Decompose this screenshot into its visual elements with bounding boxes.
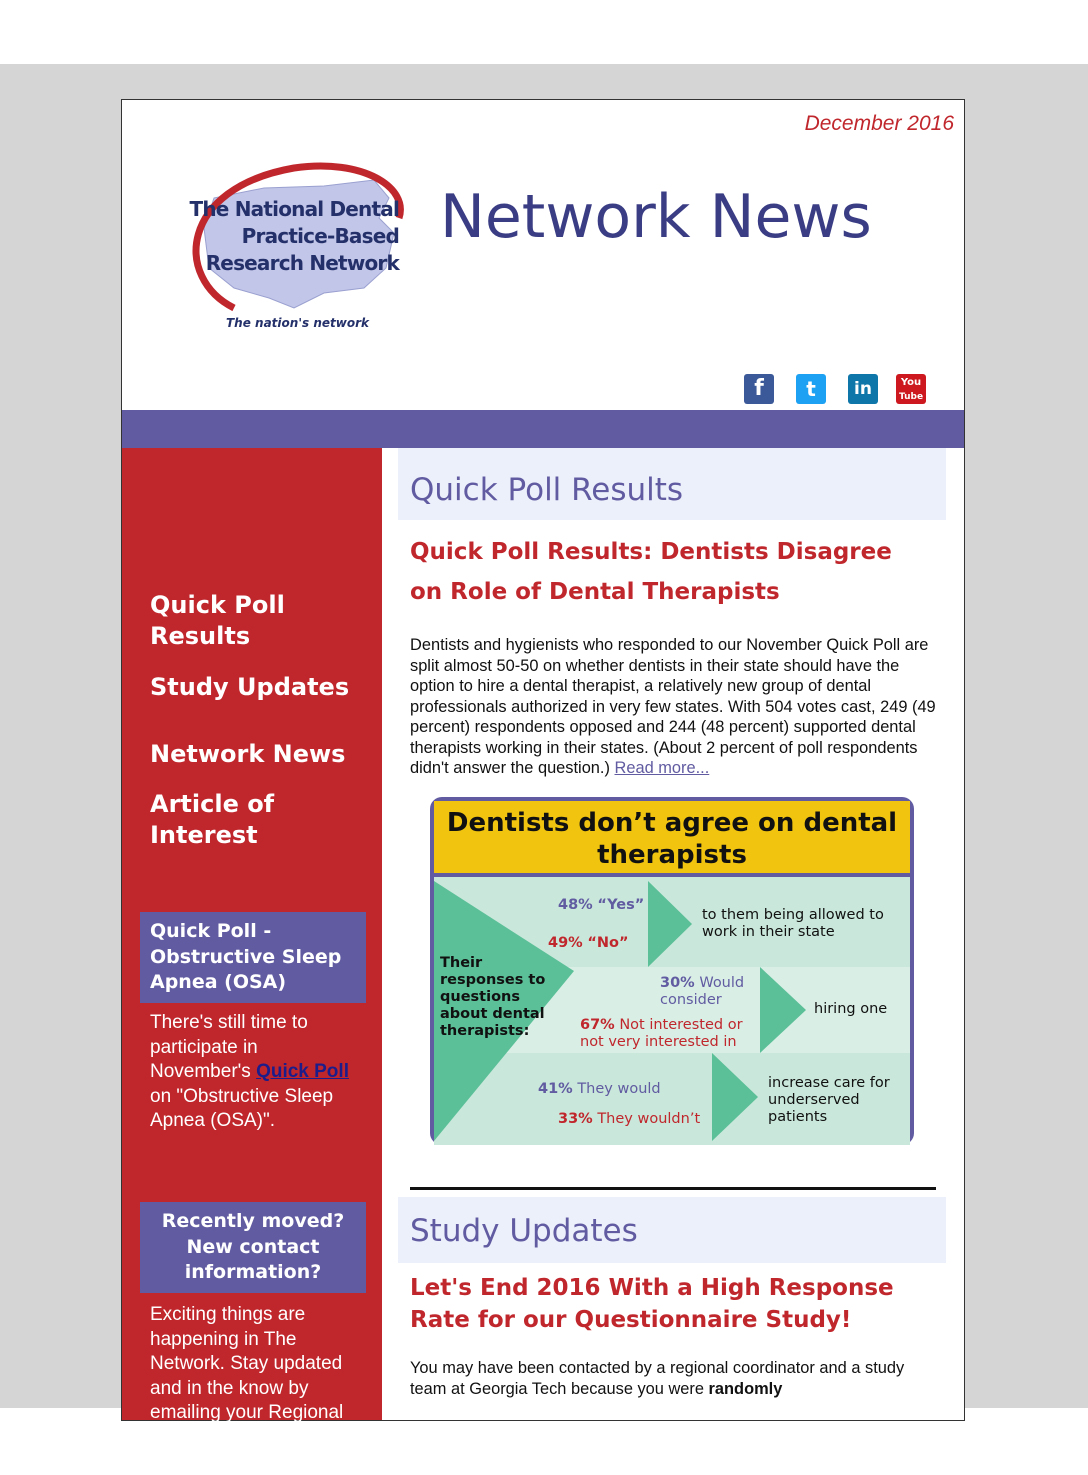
logo-line: Research Network — [205, 251, 399, 275]
logo-line: The National Dental — [189, 197, 399, 221]
row3-outcome: increase care for underserved patients — [768, 1075, 890, 1125]
row1-yes — [558, 897, 644, 914]
nav-quick-poll-results[interactable]: Quick Poll Results — [150, 591, 285, 650]
nav-study-updates[interactable]: Study Updates — [150, 673, 350, 701]
row2-consider — [660, 975, 770, 1009]
article-body-text: Dentists and hygienists who responded to our November Quick Poll are split almost 50-50 on whether dentists in their state should have the option to hire a dental therapist, a relatively new group of dental professionals authorized in very few states. With 504 votes cast, 249 (49 percent) respondents opposed and 244 (48 percent) supported dental therapists working in their states. (About 2 percent of poll respondents didn't answer the question.) — [410, 636, 936, 777]
nav-network-news[interactable]: Network News — [150, 740, 346, 768]
study-updates-article-body — [410, 1358, 910, 1399]
infographic-title: Dentists don’t agree on dental therapists — [434, 801, 910, 877]
row2-not-interested — [580, 1017, 770, 1051]
issue-date: December 2016 — [804, 112, 954, 135]
article-body-bold: randomly — [708, 1379, 783, 1398]
logo-text — [174, 196, 399, 277]
row3-would-pct: 41% — [538, 1081, 573, 1097]
osa-poll-box-title: Quick Poll - Obstructive Sleep Apnea (OSA) — [140, 912, 366, 1003]
study-updates-article-title: Let's End 2016 With a High Response Rate for our Questionnaire Study! — [410, 1275, 894, 1333]
row2-not-interested-label: Not interested or not very interested in — [580, 1017, 743, 1050]
quick-poll-section-header — [398, 448, 946, 520]
header-divider-bar — [122, 410, 964, 448]
row2-not-interested-pct: 67% — [580, 1017, 615, 1033]
quick-poll-article-body — [410, 635, 945, 779]
quick-poll-link[interactable]: Quick Poll — [256, 1061, 349, 1082]
nav-article-of-interest[interactable]: Article of Interest — [150, 790, 275, 849]
dental-therapists-infographic — [430, 797, 914, 1145]
ndpbrn-logo — [174, 158, 414, 338]
row2-consider-pct: 30% — [660, 975, 695, 991]
twitter-icon[interactable]: t — [796, 374, 826, 404]
row3-wouldnt-pct: 33% — [558, 1111, 593, 1127]
row1-outcome: to them being allowed to work in their state — [702, 907, 884, 940]
row2-consider-label: Would consider — [660, 975, 745, 1008]
read-more-link[interactable]: Read more... — [614, 759, 710, 777]
row3-would — [538, 1081, 661, 1098]
linkedin-icon[interactable]: in — [848, 374, 878, 404]
section-divider — [410, 1187, 936, 1190]
quick-poll-article-title: Quick Poll Results: Dentists Disagree on Role of Dental Therapists — [410, 539, 892, 605]
study-updates-section-header — [398, 1197, 946, 1263]
masthead-title: Network News — [440, 182, 872, 252]
contact-box-text: Exciting things are happening in The Network. Stay updated and in the know by emailing your Regional Coordinator your updated information. — [150, 1304, 344, 1472]
logo-line: Practice-Based — [241, 224, 399, 248]
row3-wouldnt-label: They wouldn’t — [597, 1111, 701, 1127]
section-heading: Study Updates — [410, 1213, 638, 1249]
osa-poll-text-start: There's still time to participate in November's — [150, 1012, 308, 1082]
newsletter — [121, 99, 965, 1472]
youtube-label: You — [900, 377, 922, 388]
facebook-icon[interactable]: f — [744, 374, 774, 404]
youtube-icon[interactable] — [896, 374, 926, 404]
logo-tagline: The nation's network — [226, 316, 369, 330]
row1-no-pct: 49% — [548, 935, 583, 951]
osa-poll-text-end: on "Obstructive Sleep Apnea (OSA)". — [150, 1085, 334, 1131]
row1-no — [548, 935, 629, 952]
sidebar — [122, 448, 382, 1472]
row2-outcome: hiring one — [814, 1001, 888, 1017]
row1-yes-label: “Yes” — [597, 897, 645, 913]
section-heading: Quick Poll Results — [410, 472, 684, 508]
osa-poll-text — [150, 1011, 360, 1134]
infographic-left-label: Their responses to questions about dental therapists: — [440, 955, 546, 1039]
youtube-label-tube: Tube — [898, 392, 924, 402]
contact-box-title: Recently moved? New contact information? — [140, 1202, 366, 1293]
row3-wouldnt — [558, 1111, 700, 1128]
row1-no-label: “No” — [587, 935, 629, 951]
row3-would-label: They would — [577, 1081, 661, 1097]
row1-yes-pct: 48% — [558, 897, 593, 913]
article-body-text: You may have been contacted by a regional coordinator and a study team at Georgia Tech because you were — [410, 1359, 905, 1398]
